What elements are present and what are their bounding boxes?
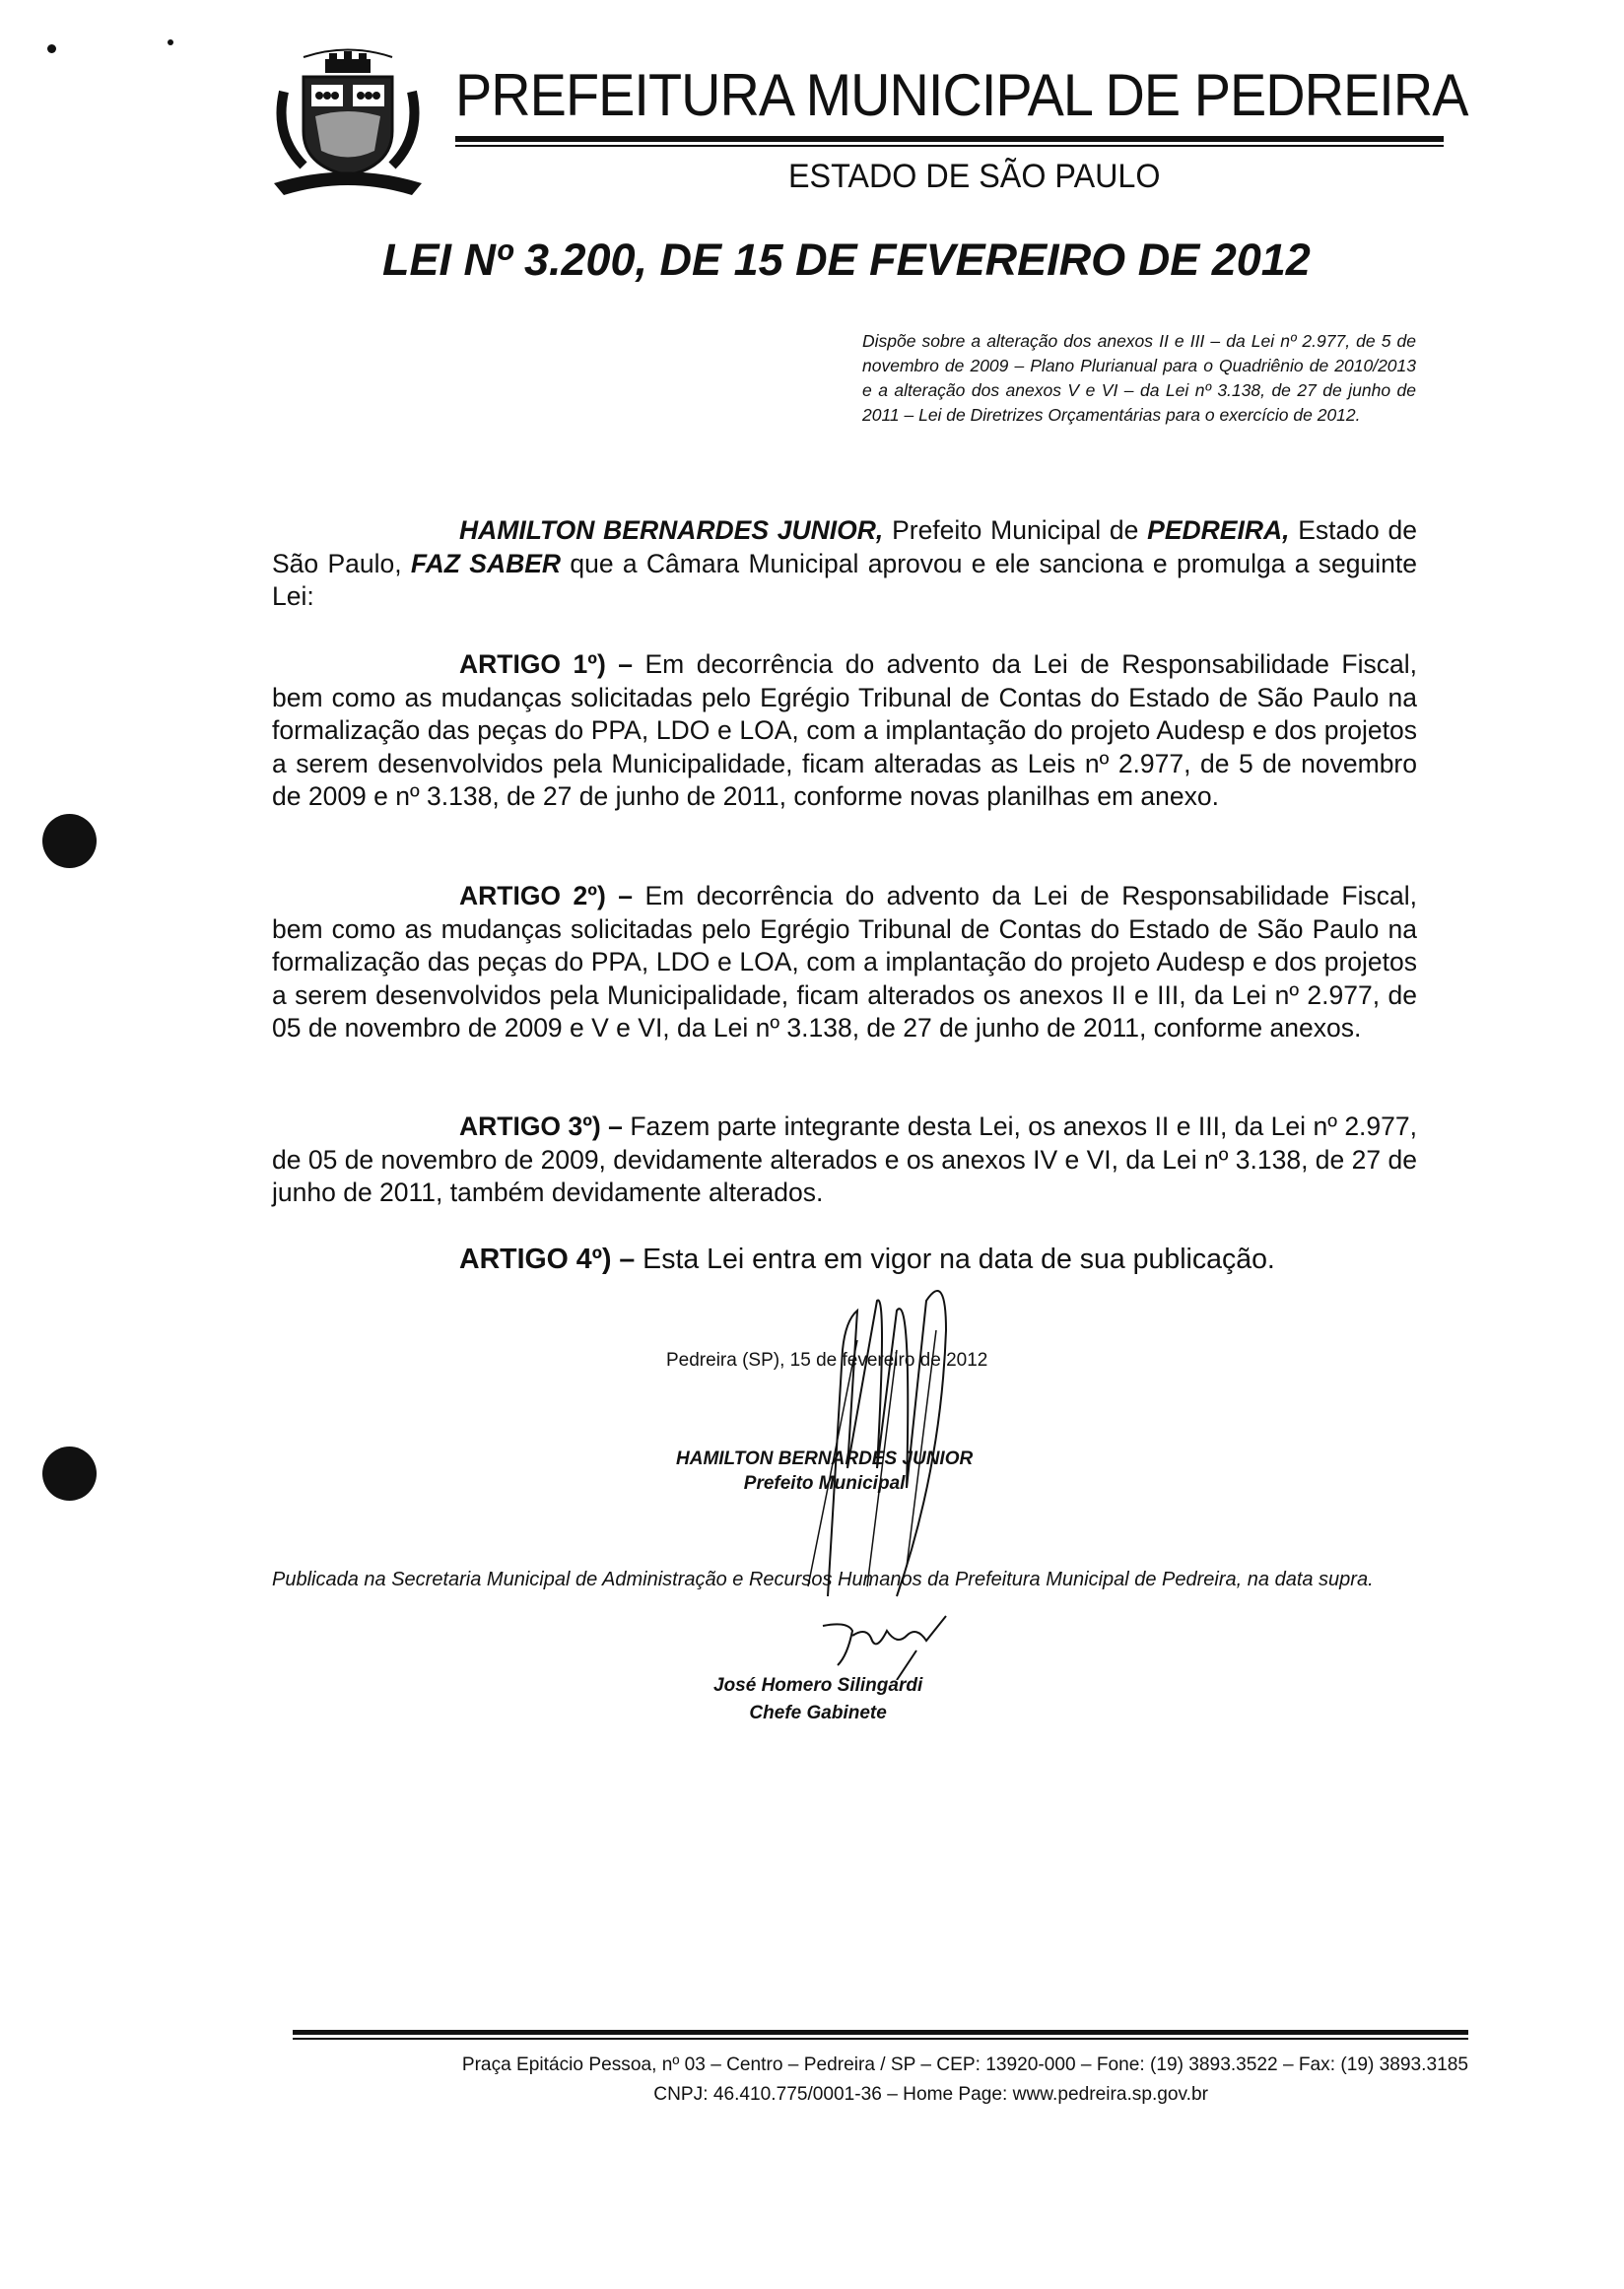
article-3 xyxy=(272,1111,1417,1210)
footer-address xyxy=(316,2050,1468,2109)
footer-line-1: Praça Epitácio Pessoa, nº 03 – Centro – Pedreira / SP – CEP: 13920-000 – Fone: (19) 3893.3522 – Fax: (19) 3893.3185 xyxy=(461,2053,1468,2075)
chief-signature-scribble xyxy=(818,1611,956,1680)
coat-of-arms-logo xyxy=(264,37,432,205)
chief-signature-name: José Homero Silingardi xyxy=(713,1675,923,1696)
footer-rule xyxy=(293,2030,1468,2035)
article-text: Em decorrência do advento da Lei de Responsabilidade Fiscal, bem como as mudanças solicitadas pelo Egrégio Tribunal de Contas do Estado de São Paulo na formalização das peças do PPA, LDO e LOA, com a implantação do projeto Audesp e dos projetos a serem desenvolvidos pela Municipalidade, ficam alterados os anexos II e III, da Lei nº 2.977, de 05 de novembro de 2009 e V e VI, da Lei nº 3.138, de 27 de junho de 2011, conforme anexos. xyxy=(272,881,1417,1043)
article-1 xyxy=(272,648,1417,814)
article-label: ARTIGO 4º) – xyxy=(459,1244,636,1275)
faz-saber: FAZ SABER xyxy=(410,548,562,578)
article-2 xyxy=(272,880,1417,1045)
place-date: Pedreira (SP), 15 de fevereiro de 2012 xyxy=(666,1350,988,1371)
article-label: ARTIGO 1º) – xyxy=(459,649,634,679)
footer-rule-thin xyxy=(293,2038,1468,2040)
footer-line-2: CNPJ: 46.410.775/0001-36 – Home Page: www.pedreira.sp.gov.br xyxy=(653,2083,1208,2105)
mayor-name: HAMILTON BERNARDES JUNIOR, xyxy=(459,515,884,545)
punch-hole xyxy=(42,814,97,868)
scan-speck xyxy=(168,39,173,45)
article-label: ARTIGO 3º) – xyxy=(459,1111,623,1141)
header-rule-thin xyxy=(455,145,1444,147)
city-name: PEDREIRA, xyxy=(1147,515,1290,545)
article-label: ARTIGO 2º) – xyxy=(459,881,634,910)
coat-of-arms-icon xyxy=(264,37,432,205)
municipality-title: PREFEITURA MUNICIPAL DE PEDREIRA xyxy=(455,62,1468,128)
header-rule xyxy=(455,136,1444,142)
punch-hole xyxy=(42,1447,97,1501)
mayor-signature-block xyxy=(676,1447,973,1496)
article-text: Fazem parte integrante desta Lei, os anexos II e III, da Lei nº 2.977, de 05 de novembro de 2009, devidamente alterados e os anexos IV e VI, da Lei nº 3.138, de 27 de junho de 2011, também devidamente alterados. xyxy=(272,1111,1417,1207)
mayor-signature-name: HAMILTON BERNARDES JUNIOR xyxy=(676,1448,974,1469)
chief-signature-role: Chefe Gabinete xyxy=(749,1703,887,1723)
article-text: Esta Lei entra em vigor na data de sua publicação. xyxy=(635,1244,1275,1275)
scan-speck xyxy=(47,44,56,53)
publication-note: Publicada na Secretaria Municipal de Administração e Recursos Humanos da Prefeitura Municipal de Pedreira, na data supra. xyxy=(272,1569,1374,1590)
mayor-signature-scribble xyxy=(749,1271,976,1606)
preamble-paragraph: HAMILTON BERNARDES JUNIOR, Prefeito Municipal de PEDREIRA, Estado de São Paulo, FAZ SABER que a Câmara Municipal aprovou e ele sanciona e promulga a seguinte Lei: xyxy=(272,515,1417,611)
state-subtitle: ESTADO DE SÃO PAULO xyxy=(788,158,1161,195)
law-title: LEI Nº 3.200, DE 15 DE FEVEREIRO DE 2012 xyxy=(382,235,1311,285)
mayor-signature-role: Prefeito Municipal xyxy=(743,1473,906,1494)
chief-signature-block xyxy=(713,1672,922,1727)
law-summary: Dispõe sobre a alteração dos anexos II e III – da Lei nº 2.977, de 5 de novembro de 2009 – Plano Plurianual para o Quadriênio de 2010/2013 e a alteração dos anexos V e VI – da Lei nº 3.138, de 27 de junho de 2011 – Lei de Diretrizes Orçamentárias para o exercício de 2012. xyxy=(862,331,1416,425)
article-text: Em decorrência do advento da Lei de Responsabilidade Fiscal, bem como as mudanças solicitadas pelo Egrégio Tribunal de Contas do Estado de São Paulo na formalização das peças do PPA, LDO e LOA, com a implantação do projeto Audesp e dos projetos a serem desenvolvidos pela Municipalidade, ficam alteradas as Leis nº 2.977, de 5 de novembro de 2009 e nº 3.138, de 27 de junho de 2011, conforme novas planilhas em anexo. xyxy=(272,649,1417,811)
